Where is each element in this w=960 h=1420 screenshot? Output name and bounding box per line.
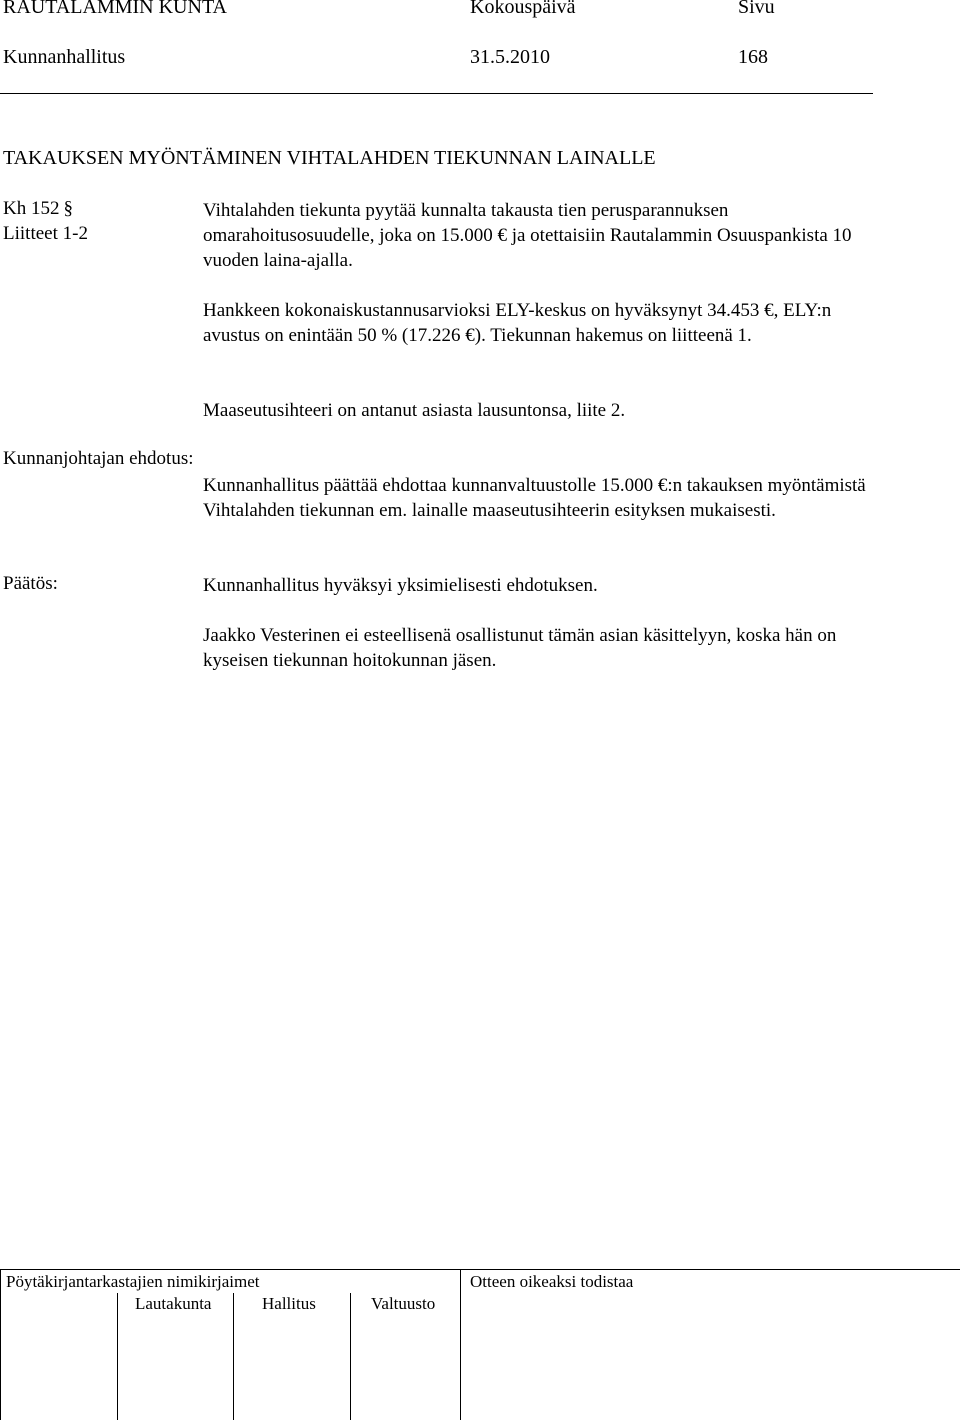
decision-note: Jaakko Vesterinen ei esteellisenä osallistunut tämän asian käsittelyyn, koska hän on kyseisen tiekunnan hoitokunnan jäsen. <box>203 625 837 671</box>
header-date-label: Kokouspäivä <box>470 0 576 18</box>
footer-col-divider-2 <box>233 1293 234 1420</box>
decision-label: Päätös: <box>3 573 58 594</box>
header-body: Kunnanhallitus <box>3 46 126 68</box>
proposal-text: Kunnanhallitus päättää ehdottaa kunnanvaltuustolle 15.000 €:n takauksen myöntämistä Vihtalahden tiekunnan em. lainalle maaseutusihteerin esityksen mukaisesti. <box>203 475 866 521</box>
page-title: TAKAUKSEN MYÖNTÄMINEN VIHTALAHDEN TIEKUNNAN LAINALLE <box>3 147 656 169</box>
paragraph-cost-estimate: Hankkeen kokonaiskustannusarvioksi ELY-keskus on hyväksynyt 34.453 €, ELY:n avustus on enintään 50 % (17.226 €). Tiekunnan hakemus on liitteenä 1. <box>203 300 832 346</box>
footer-divider <box>460 1269 461 1420</box>
footer-col-lautakunta: Lautakunta <box>135 1294 212 1313</box>
header-page-number: 168 <box>738 46 768 68</box>
footer-top-rule <box>0 1269 960 1270</box>
footer-left-border <box>0 1269 1 1420</box>
header-date: 31.5.2010 <box>470 46 550 68</box>
paragraph-request: Vihtalahden tiekunta pyytää kunnalta takausta tien perusparannuksen omarahoitusosuudelle, joka on 15.000 € ja otettaisiin Rautalammin Osuuspankista 10 vuoden laina-ajalla. <box>203 200 852 271</box>
section-ref <box>3 198 73 220</box>
section-sign-icon: § <box>63 198 73 219</box>
section-ref-number: Kh 152 <box>3 198 60 219</box>
header-municipality: RAUTALAMMIN KUNTA <box>3 0 228 18</box>
proposal-label: Kunnanjohtajan ehdotus: <box>3 448 194 469</box>
footer-col-hallitus: Hallitus <box>262 1294 316 1313</box>
footer-col-divider-3 <box>350 1293 351 1420</box>
paragraph-statement: Maaseutusihteeri on antanut asiasta lausuntonsa, liite 2. <box>203 400 626 421</box>
header-rule <box>0 93 873 94</box>
footer-col-divider-1 <box>117 1293 118 1420</box>
decision-text: Kunnanhallitus hyväksyi yksimielisesti ehdotuksen. <box>203 575 598 596</box>
section-attachments: Liitteet 1-2 <box>3 223 88 244</box>
header-page-label: Sivu <box>738 0 775 18</box>
footer-signatures-label: Pöytäkirjantarkastajien nimikirjaimet <box>6 1272 260 1291</box>
footer-col-valtuusto: Valtuusto <box>371 1294 436 1313</box>
footer-certified-label: Otteen oikeaksi todistaa <box>470 1272 634 1291</box>
